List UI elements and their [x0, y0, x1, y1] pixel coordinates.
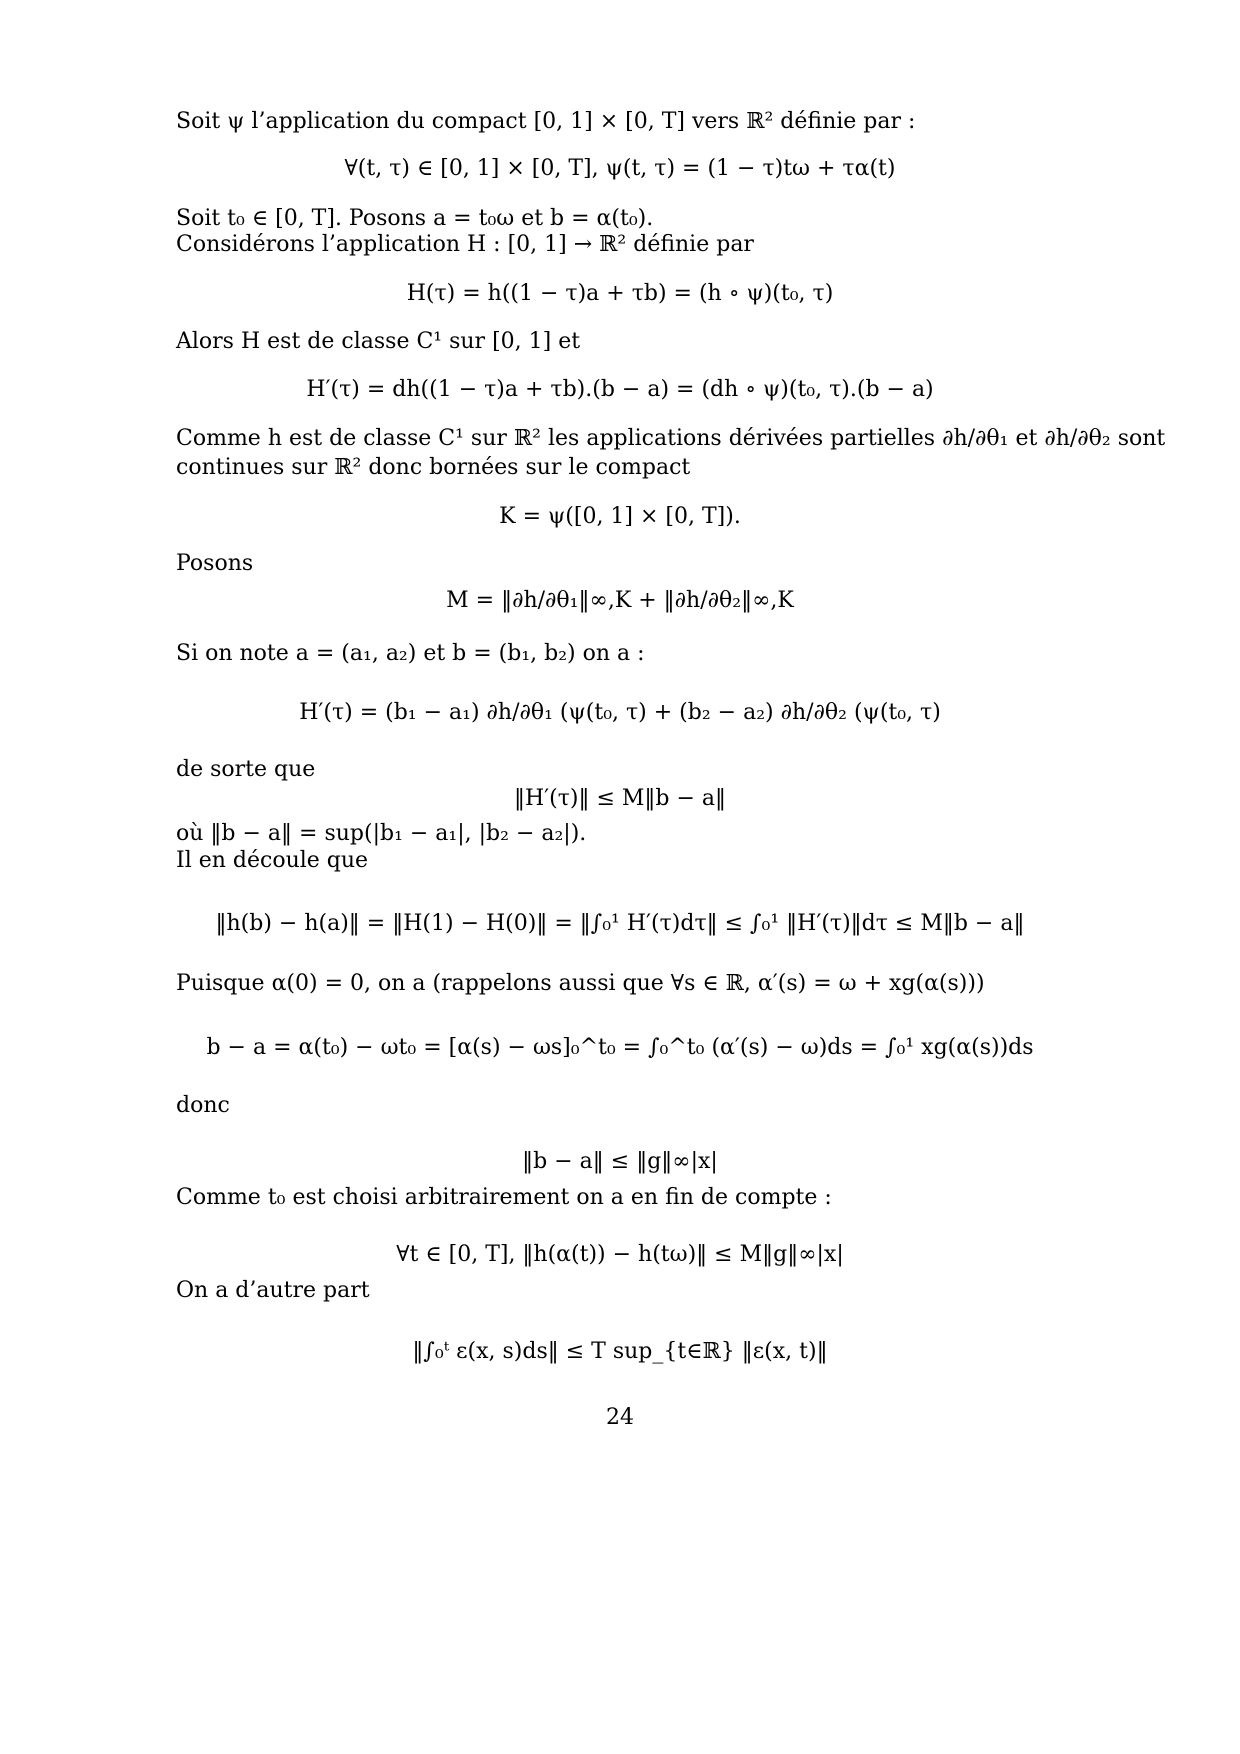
text-line: Comme h est de classe C¹ sur ℝ² les applications dérivées partielles ∂h/∂θ₁ et ∂h/∂θ₂ sont: [176, 426, 1166, 451]
equation-H-definition: H(τ) = h((1 − τ)a + τb) = (h ∘ ψ)(t₀, τ): [406, 281, 834, 306]
equation-b-minus-a-bound: ‖b − a‖ ≤ ‖g‖∞|x|: [522, 1149, 718, 1174]
text-line: de sorte que: [176, 757, 316, 782]
text-line: continues sur ℝ² donc bornées sur le compact: [176, 455, 691, 480]
equation-H-prime-expansion: H′(τ) = (b₁ − a₁) ∂h/∂θ₁ (ψ(t₀, τ) + (b₂ − a₂) ∂h/∂θ₂ (ψ(t₀, τ): [299, 700, 941, 725]
equation-epsilon-integral-bound: ‖∫₀ᵗ ε(x, s)ds‖ ≤ T sup_{t∈ℝ} ‖ε(x, t)‖: [412, 1339, 828, 1364]
text-line: donc: [176, 1093, 230, 1118]
text-line: On a d’autre part: [176, 1278, 370, 1303]
text-line: Soit ψ l’application du compact [0, 1] × [0, T] vers ℝ² définie par :: [176, 109, 916, 134]
text-line: Alors H est de classe C¹ sur [0, 1] et: [176, 329, 581, 354]
equation-H-derivative: H′(τ) = dh((1 − τ)a + τb).(b − a) = (dh ∘ ψ)(t₀, τ).(b − a): [306, 377, 934, 402]
equation-K-definition: K = ψ([0, 1] × [0, T]).: [499, 504, 741, 529]
text-line: où ‖b − a‖ = sup(|b₁ − a₁|, |b₂ − a₂|).: [176, 821, 587, 846]
equation-final-bound: ∀t ∈ [0, T], ‖h(α(t)) − h(tω)‖ ≤ M‖g‖∞|x|: [396, 1242, 844, 1267]
page-number: 24: [606, 1405, 634, 1430]
equation-psi-definition: ∀(t, τ) ∈ [0, 1] × [0, T], ψ(t, τ) = (1 − τ)tω + τα(t): [344, 156, 896, 181]
equation-M-definition: M = ‖∂h/∂θ₁‖∞,K + ‖∂h/∂θ₂‖∞,K: [446, 588, 794, 613]
text-line: Posons: [176, 551, 254, 576]
text-line: Comme t₀ est choisi arbitrairement on a en fin de compte :: [176, 1185, 832, 1210]
text-line: Considérons l’application H : [0, 1] → ℝ² définie par: [176, 232, 754, 257]
equation-H-prime-bound: ‖H′(τ)‖ ≤ M‖b − a‖: [513, 786, 727, 811]
text-line: Puisque α(0) = 0, on a (rappelons aussi que ∀s ∈ ℝ, α′(s) = ω + xg(α(s))): [176, 971, 985, 996]
text-line: Si on note a = (a₁, a₂) et b = (b₁, b₂) on a :: [176, 641, 645, 666]
text-line: Il en découle que: [176, 848, 369, 873]
equation-h-difference-bound: ‖h(b) − h(a)‖ = ‖H(1) − H(0)‖ = ‖∫₀¹ H′(τ)dτ‖ ≤ ∫₀¹ ‖H′(τ)‖dτ ≤ M‖b − a‖: [215, 911, 1025, 936]
equation-b-minus-a: b − a = α(t₀) − ωt₀ = [α(s) − ωs]₀^t₀ = ∫₀^t₀ (α′(s) − ω)ds = ∫₀¹ xg(α(s))ds: [206, 1035, 1034, 1060]
text-line: Soit t₀ ∈ [0, T]. Posons a = t₀ω et b = α(t₀).: [176, 206, 654, 231]
